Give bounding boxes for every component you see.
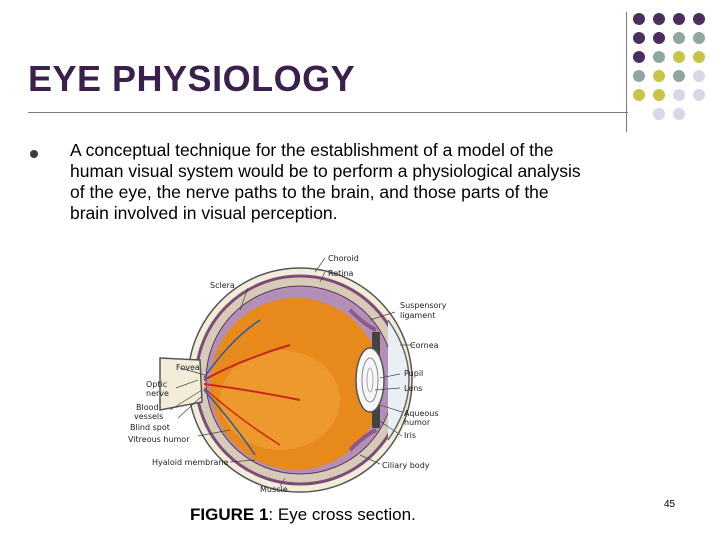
label-optic: Optic — [146, 380, 168, 389]
title-divider — [28, 112, 628, 113]
label-vessels: vessels — [134, 412, 164, 421]
label-suspensory: Suspensory — [400, 301, 447, 310]
label-fovea: Fovea — [176, 363, 200, 372]
label-blind-spot: Blind spot — [130, 423, 170, 432]
label-nerve: nerve — [146, 389, 169, 398]
label-pupil: Pupil — [404, 369, 424, 378]
label-blood: Blood — [136, 403, 159, 412]
caption-label: FIGURE 1 — [190, 505, 269, 524]
label-cornea: Cornea — [410, 341, 439, 350]
label-sclera: Sclera — [210, 281, 235, 290]
label-choroid: Choroid — [328, 254, 359, 263]
label-aqueous: Aqueous — [404, 409, 439, 418]
page-number: 45 — [664, 499, 676, 510]
bullet-text: A conceptual technique for the establishment of a model of the human visual system would be to perform a physiological analysis of the eye, the nerve paths to the brain, and those parts of the brain involved in visual perception. — [70, 140, 581, 223]
eye-cross-section-diagram — [120, 250, 480, 495]
decorative-dot-grid — [632, 12, 716, 122]
label-iris: Iris — [404, 431, 417, 440]
label-lens: Lens — [404, 384, 423, 393]
label-vitreous: Vitreous humor — [128, 435, 190, 444]
label-humor: humor — [404, 418, 431, 427]
bullet-icon — [30, 150, 38, 158]
vertical-divider — [626, 12, 627, 132]
caption-text: : Eye cross section. — [268, 505, 416, 524]
label-muscle: Muscle — [260, 485, 288, 494]
label-retina: Retina — [328, 269, 354, 278]
slide-title: EYE PHYSIOLOGY — [28, 58, 356, 99]
label-ciliary: Ciliary body — [382, 461, 430, 470]
label-ligament: ligament — [400, 311, 436, 320]
figure-caption — [190, 505, 416, 525]
label-hyaloid: Hyaloid membrane — [152, 458, 229, 467]
